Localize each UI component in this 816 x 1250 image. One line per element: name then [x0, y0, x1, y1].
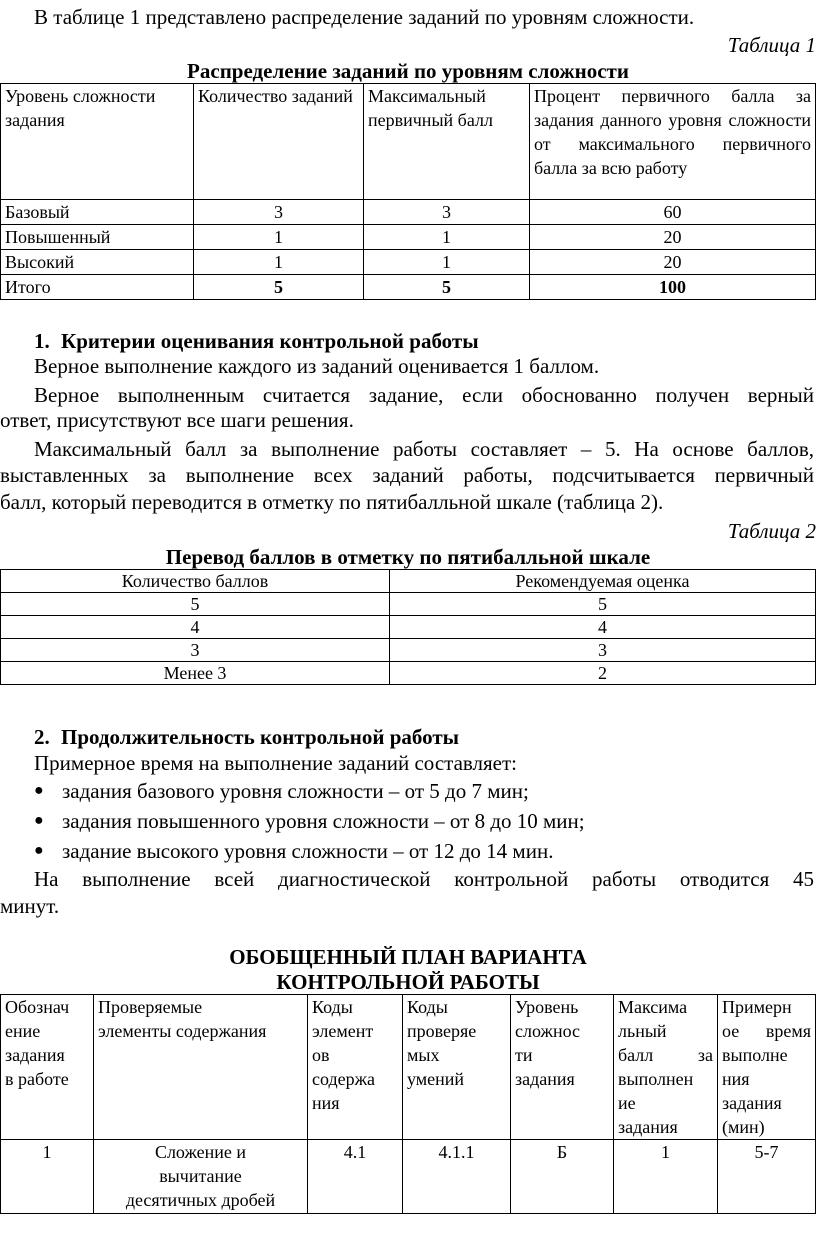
table-row — [1, 570, 816, 593]
table-cell: 1 — [364, 225, 530, 250]
table-cell: Б — [511, 1140, 614, 1214]
table-cell: 4 — [1, 616, 390, 639]
section2-number: 2. — [34, 725, 50, 749]
table-cell: 4.1.1 — [403, 1140, 511, 1214]
bullet-icon: ● — [34, 812, 44, 829]
plan-title: КОНТРОЛЬНОЙ РАБОТЫ — [276, 970, 540, 994]
table-cell: Итого — [1, 275, 194, 300]
section1-title: Критерии оценивания контрольной работы — [61, 329, 479, 353]
table2-title: Перевод баллов в отметку по пятибалльной шкале — [165, 545, 651, 569]
plan-header-time: Примерн ое время выполне ния задания (мин) — [718, 995, 816, 1140]
bullet-icon: ● — [34, 842, 44, 859]
section1-paragraph: Верное выполненным считается задание, если обоснованно получен верный — [34, 383, 814, 407]
table-cell: 5 — [364, 275, 530, 300]
table-cell: 4 — [390, 616, 816, 639]
table-cell: 2 — [390, 662, 816, 685]
section2-title: Продолжительность контрольной работы — [61, 725, 460, 749]
section2-heading — [34, 724, 459, 750]
plan-header-designation: Обознач ение задания в работе — [1, 995, 94, 1140]
table-cell: 1 — [194, 250, 364, 275]
table-row — [1, 616, 816, 639]
table-cell: 5 — [390, 593, 816, 616]
table-row — [1, 84, 816, 200]
section1-paragraph: выставленных за выполнение всех заданий работы, подсчитывается первичный — [0, 463, 814, 487]
table-cell: 4.1 — [308, 1140, 403, 1214]
table1 — [0, 83, 816, 300]
section1-paragraph: Верное выполнение каждого из заданий оценивается 1 баллом. — [34, 354, 600, 378]
table1-header-level: Уровень сложности задания — [1, 84, 194, 200]
table1-label: Таблица 1 — [727, 33, 816, 57]
table1-header-count: Количество заданий — [194, 84, 364, 200]
table-row — [1, 275, 816, 300]
list-item: задания базового уровня сложности – от 5 до 7 мин; — [62, 779, 529, 803]
table-row — [1, 200, 816, 225]
section1-paragraph: Максимальный балл за выполнение работы составляет – 5. На основе баллов, — [34, 437, 814, 461]
table-cell: Сложение и вычитание десятичных дробей — [94, 1140, 308, 1214]
table-cell: 5-7 — [718, 1140, 816, 1214]
table-row — [1, 662, 816, 685]
table-cell: 3 — [194, 200, 364, 225]
section2-paragraph: минут. — [0, 894, 60, 918]
section1-number: 1. — [34, 329, 50, 353]
section2-paragraph: Примерное время на выполнение заданий составляет: — [34, 751, 518, 775]
table-cell: 5 — [1, 593, 390, 616]
table2-label: Таблица 2 — [727, 519, 816, 543]
table-cell: 60 — [530, 200, 816, 225]
plan-header-content-codes: Коды элемент ов содержа ния — [308, 995, 403, 1140]
table2-header-grade: Рекомендуемая оценка — [390, 570, 816, 593]
table-cell: 20 — [530, 250, 816, 275]
table-cell: 3 — [364, 200, 530, 225]
table2 — [0, 569, 816, 685]
table-cell: Повышенный — [1, 225, 194, 250]
plan-header-skill-codes: Коды проверяе мых умений — [403, 995, 511, 1140]
plan-table — [0, 994, 816, 1214]
table-cell: 1 — [194, 225, 364, 250]
table-row — [1, 639, 816, 662]
bullet-icon: ● — [34, 782, 44, 799]
table2-header-points: Количество баллов — [1, 570, 390, 593]
table-cell: 3 — [1, 639, 390, 662]
table-row — [1, 250, 816, 275]
table-cell: 100 — [530, 275, 816, 300]
table-row — [1, 1140, 816, 1214]
table-cell: Базовый — [1, 200, 194, 225]
table1-header-percent: Процент первичного балла за задания данного уровня сложности от максимального первичного балла за всю работу — [530, 84, 816, 200]
table-cell: Высокий — [1, 250, 194, 275]
intro-text: В таблице 1 представлено распределение заданий по уровням сложности. — [34, 5, 695, 29]
table-row — [1, 225, 816, 250]
table-cell: Менее 3 — [1, 662, 390, 685]
section1-heading — [34, 328, 479, 354]
table-row — [1, 593, 816, 616]
list-item: задание высокого уровня сложности – от 12 до 14 мин. — [62, 839, 554, 863]
plan-header-content: Проверяемые элементы содержания — [94, 995, 308, 1140]
table1-title: Распределение заданий по уровням сложности — [187, 59, 629, 83]
table-cell: 1 — [364, 250, 530, 275]
table1-header-max-score: Максимальный первичный балл — [364, 84, 530, 200]
table-cell: 1 — [614, 1140, 718, 1214]
table-cell: 20 — [530, 225, 816, 250]
table-cell: 1 — [1, 1140, 94, 1214]
section1-paragraph: балл, который переводится в отметку по пятибалльной шкале (таблица 2). — [0, 490, 664, 514]
section1-paragraph: ответ, присутствуют все шаги решения. — [0, 408, 354, 432]
plan-header-max-score: Максима льный балл за выполнен ие задания — [614, 995, 718, 1140]
list-item: задания повышенного уровня сложности – от 8 до 10 мин; — [62, 809, 585, 833]
plan-title: ОБОБЩЕННЫЙ ПЛАН ВАРИАНТА — [229, 945, 587, 969]
section2-paragraph: На выполнение всей диагностической контрольной работы отводится 45 — [34, 867, 814, 891]
table-cell: 5 — [194, 275, 364, 300]
table-row — [1, 995, 816, 1140]
table-cell: 3 — [390, 639, 816, 662]
plan-header-level: Уровень сложнос ти задания — [511, 995, 614, 1140]
